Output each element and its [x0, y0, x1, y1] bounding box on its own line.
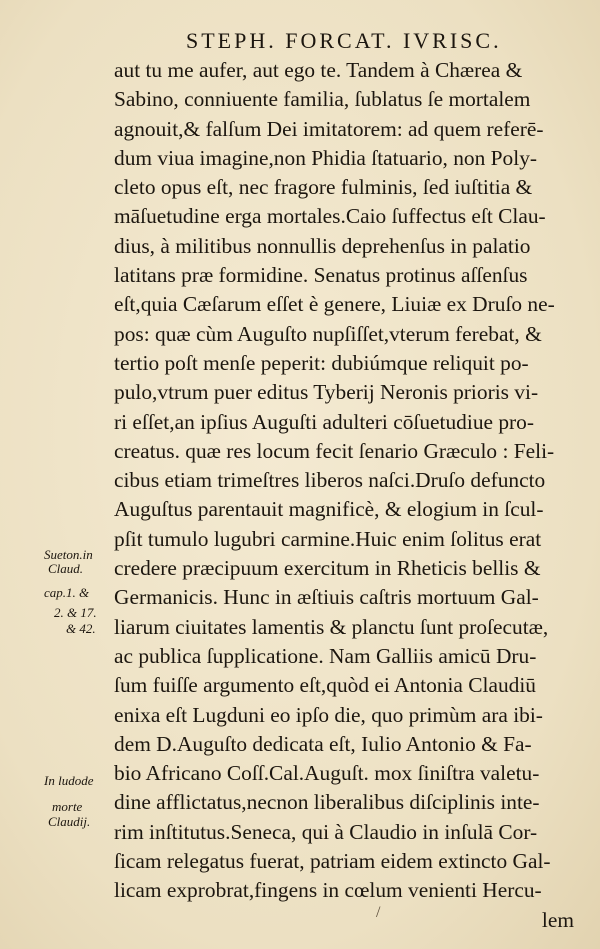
margin-note: & 42. — [66, 621, 96, 636]
text-line: credere præcipuum exercitum in Rheticis bellis & — [114, 556, 541, 581]
text-line: māſuetudine erga mortales.Caio ſuffectus eſt Clau- — [114, 204, 546, 229]
text-line: agnouit,& falſum Dei imitatorem: ad quem referē- — [114, 116, 544, 141]
body-text — [114, 56, 574, 935]
text-line: cibus etiam trimeſtres liberos naſci.Druſo defuncto — [114, 468, 546, 493]
text-line: enixa eſt Lugduni eo ipſo die, quo primùm ara ibi- — [114, 702, 543, 727]
footer-mark: / — [376, 904, 381, 921]
text-line: pos: quæ cùm Auguſto nupſiſſet,vterum ferebat, & — [114, 321, 542, 346]
text-line: Germanicis. Hunc in æſtiuis caſtris mortuum Gal- — [114, 585, 539, 610]
margin-note: Claud. — [48, 561, 84, 576]
text-line: ri eſſet,an ipſius Auguſti adulteri cōſuetudiue pro- — [114, 409, 534, 434]
margin-note: cap.1. & — [44, 585, 90, 600]
running-header: STEPH. FORCAT. IVRISC. — [186, 28, 502, 53]
text-line: liarum ciuitates lamentis & planctu ſunt proſecutæ, — [114, 614, 549, 639]
text-line: lem — [541, 907, 574, 932]
text-line: dem D.Auguſto dedicata eſt, Iulio Antonio & Fa- — [114, 731, 532, 756]
text-line: aut tu me aufer, aut ego te. Tandem à Chærea & — [114, 58, 523, 82]
text-line: dine afflictatus,necnon liberalibus diſciplinis inte- — [114, 790, 540, 815]
margin-note: In ludode — [44, 773, 94, 788]
text-line: ac publica ſupplicatione. Nam Galliis amicū Dru- — [114, 643, 537, 668]
text-line: ſum fuiſſe argumento eſt,quòd ei Antonia Claudiū — [114, 673, 537, 698]
text-line: latitans præ formidine. Senatus protinus aſſenſus — [114, 263, 528, 288]
text-line: creatus. quæ res locum fecit ſenario Græculo : Feli- — [114, 438, 555, 463]
text-line: dum viua imagine,non Phidia ſtatuario, non Poly- — [114, 145, 538, 170]
text-line: pulo,vtrum puer editus Tyberij Neronis prioris vi- — [114, 380, 539, 405]
text-line: eſt,quia Cæſarum eſſet è genere, Liuiæ ex Druſo ne- — [114, 292, 555, 317]
text-line: ſicam relegatus fuerat, patriam eidem extincto Gal- — [114, 849, 551, 874]
text-line: licam exprobrat,fingens in cœlum venienti Hercu- — [114, 878, 542, 903]
text-line: Sabino, conniuente familia, ſublatus ſe mortalem — [114, 87, 531, 112]
text-line: pſit tumulo lugubri carmine.Huic enim ſolitus erat — [114, 526, 542, 551]
text-line: cleto opus eſt, nec fragore fulminis, ſed iuſtitia & — [114, 175, 533, 200]
text-line: dius, à militibus nonnullis deprehenſus in palatio — [114, 233, 531, 258]
margin-note: 2. & 17. — [54, 605, 97, 620]
text-line: rim inſtitutus.Seneca, qui à Claudio in inſulā Cor- — [114, 819, 538, 844]
margin-note: morte — [52, 799, 83, 814]
margin-note: Claudij. — [48, 814, 91, 829]
text-line: tertio poſt menſe peperit: dubiúmque reliquit po- — [114, 350, 529, 375]
text-line: Auguſtus parentauit magnificè, & elogium in ſcul- — [114, 497, 544, 522]
margin-note: Sueton.in — [44, 547, 93, 562]
text-line: bio Africano Coſſ.Cal.Auguſt. mox ſiniſtra valetu- — [114, 761, 540, 786]
